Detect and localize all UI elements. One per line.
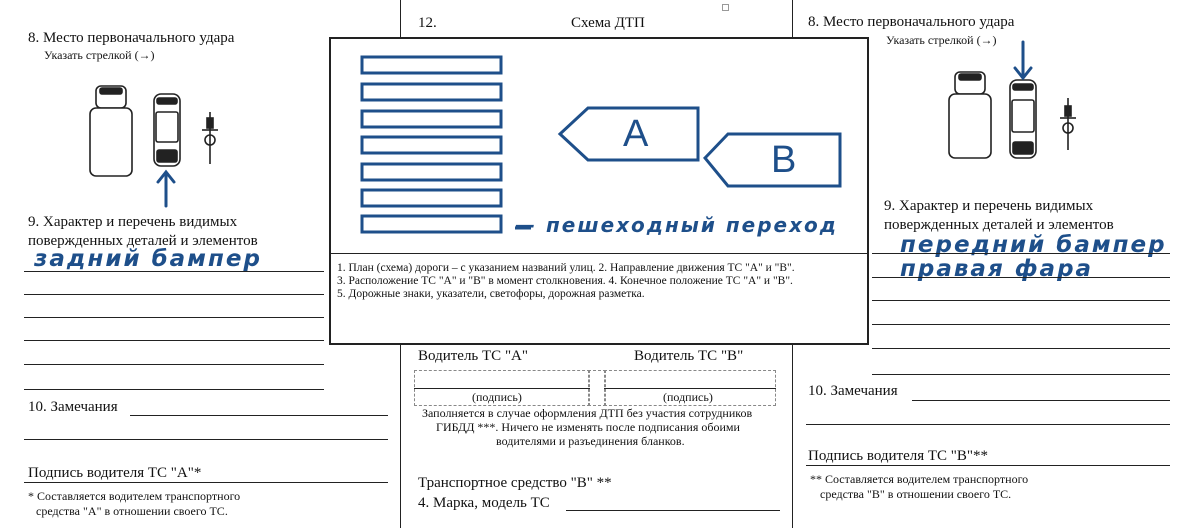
remarks-label-right: 10. Замечания: [808, 383, 898, 399]
remarks-line-left: [130, 415, 388, 416]
damage-title-left-2: повержденных деталей и элементов: [28, 233, 258, 249]
damage-handwritten-left: задний бампер: [34, 246, 262, 272]
impact-arrow-icon: [1015, 42, 1031, 78]
vehicle-a-label: A: [623, 113, 649, 155]
scheme-title: Схема ДТП: [571, 15, 645, 31]
damage-handwritten-right-2: правая фара: [900, 256, 1094, 282]
damage-title-left-1: 9. Характер и перечень видимых: [28, 214, 238, 230]
damage-line-left: [24, 364, 324, 365]
bicycle-icon: [1060, 98, 1076, 150]
vehicle-b-label: B: [771, 139, 797, 181]
signature-line-b: [604, 388, 776, 389]
signature-label-right: Подпись водителя ТС "В"**: [808, 448, 989, 464]
remarks-line-left: [24, 439, 388, 440]
field-number: 12.: [418, 15, 437, 31]
damage-line-left: [24, 340, 324, 341]
damage-line-left: [24, 271, 324, 272]
make-model-label: 4. Марка, модель ТС: [418, 495, 550, 511]
footnote-left-1: * Составляется водителем транспортного: [28, 489, 241, 503]
signature-line-left: [24, 482, 388, 483]
impact-hint-right: Указать стрелкой (→): [886, 33, 997, 47]
impact-title-left: 8. Место первоначального удара: [28, 30, 235, 46]
sign-hint-b: (подпись): [663, 390, 713, 404]
damage-line-left: [24, 389, 324, 390]
impact-title-right: 8. Место первоначального удара: [808, 14, 1015, 30]
footnote-right-1: ** Составляется водителем транспортного: [810, 472, 1029, 486]
damage-line-right: [872, 277, 1170, 278]
remarks-line-right: [912, 400, 1170, 401]
damage-line-left: [24, 294, 324, 295]
damage-line-left: [24, 317, 324, 318]
driver-a-label: Водитель ТС "А": [418, 348, 529, 364]
make-model-line: [566, 510, 780, 511]
remarks-label-left: 10. Замечания: [28, 399, 118, 415]
damage-line-right: [872, 300, 1170, 301]
signature-line-a: [414, 388, 590, 389]
accident-scheme-panel: [329, 37, 869, 345]
crosswalk-icon: [362, 57, 501, 232]
scheme-notes: [331, 253, 867, 301]
signature-label-left: Подпись водителя ТС "А"*: [28, 465, 202, 481]
damage-title-right-2: повержденных деталей и элементов: [884, 217, 1114, 233]
vehicles-diagram-left: [84, 82, 234, 210]
vehicles-diagram-right: [944, 38, 1084, 166]
impact-hint-left: Указать стрелкой (→): [44, 48, 155, 62]
footnote-right-2: средства "В" в отношении своего ТС.: [820, 487, 1012, 501]
damage-title-right-1: 9. Характер и перечень видимых: [884, 198, 1094, 214]
car-icon: [154, 94, 180, 166]
bicycle-icon: [202, 112, 218, 164]
damage-line-right: [872, 253, 1170, 254]
damage-line-right: [872, 324, 1170, 325]
scheme-note-line: 5. Дорожные знаки, указатели, светофоры, дорожная разметка.: [337, 288, 645, 300]
car-icon: [1010, 80, 1036, 158]
corner-mark: [722, 4, 729, 11]
damage-line-right: [872, 348, 1170, 349]
info-line: Заполняется в случае оформления ДТП без участия сотрудников: [422, 406, 753, 420]
crosswalk-legend: — пешеходный переход: [515, 213, 838, 237]
scheme-note-line: 1. План (схема) дороги – с указанием названий улиц. 2. Направление движения ТС "А" и "В".: [337, 262, 795, 274]
driver-b-label: Водитель ТС "В": [634, 348, 744, 364]
truck-icon: [949, 72, 991, 158]
vehicle-b-section-title: Транспортное средство "В" **: [418, 475, 612, 491]
truck-icon: [90, 86, 132, 176]
info-line: ГИБДД ***. Ничего не изменять после подписания обоими: [436, 420, 740, 434]
sign-hint-a: (подпись): [472, 390, 522, 404]
info-line: водителями и разъединения бланков.: [496, 434, 685, 448]
damage-line-right: [872, 374, 1170, 375]
scheme-note-line: 3. Расположение ТС "А" и "В" в момент столкновения. 4. Конечное положение ТС "А" и "В".: [337, 275, 793, 287]
footnote-left-2: средства "А" в отношении своего ТС.: [36, 504, 228, 518]
remarks-line-right: [806, 424, 1170, 425]
damage-handwritten-right-1: передний бампер: [900, 232, 1167, 258]
impact-arrow-icon: [158, 172, 174, 206]
signature-line-right: [806, 465, 1170, 466]
